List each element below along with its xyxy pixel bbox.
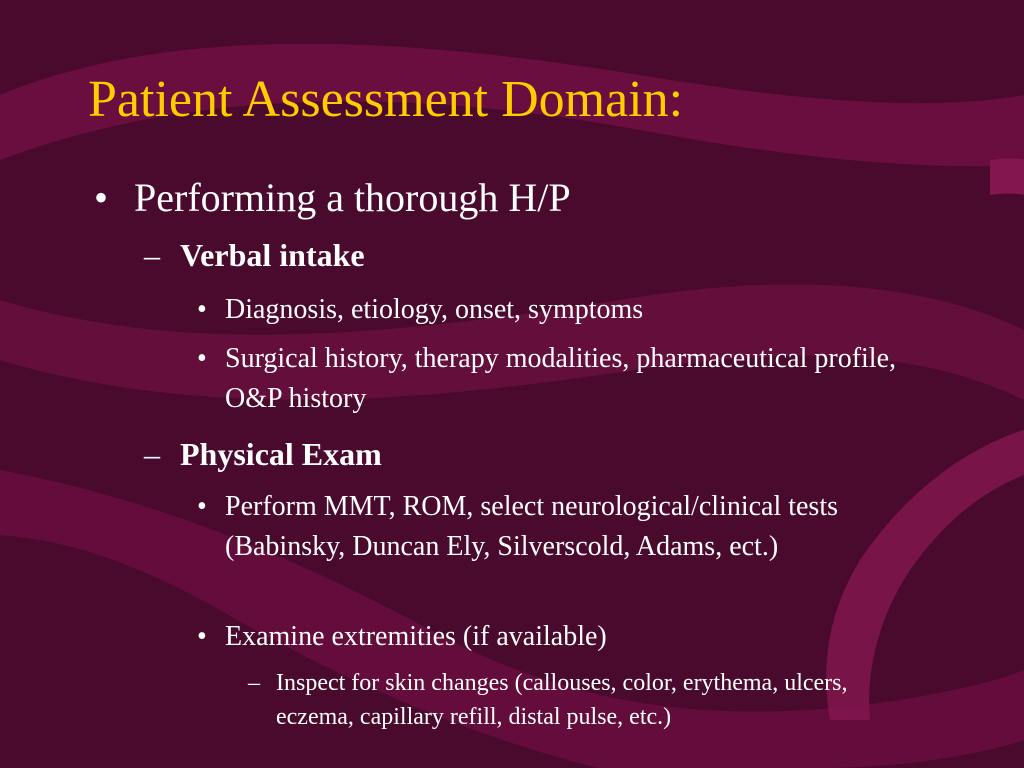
dash-marker: –	[248, 670, 260, 696]
bullet-dot: •	[94, 175, 109, 220]
bullet-text: Performing a thorough H/P	[134, 175, 571, 220]
dash-marker: –	[144, 237, 160, 273]
bullet-item-level4	[248, 666, 916, 734]
bullet-item-level1	[94, 173, 571, 223]
subheading-item	[144, 234, 365, 276]
subheading-item	[144, 433, 382, 475]
bullet-item-level3	[197, 487, 955, 567]
subheading-text: Physical Exam	[180, 436, 382, 472]
bullet-item-level3	[197, 339, 955, 419]
bullet-text: Inspect for skin changes (callouses, color, erythema, ulcers, eczema, capillary refill, distal pulse, etc.)	[276, 670, 848, 730]
dash-marker: –	[144, 436, 160, 472]
subheading-text: Verbal intake	[180, 237, 365, 273]
bullet-dot: •	[197, 491, 207, 522]
bullet-dot: •	[197, 343, 207, 374]
bullet-text: Diagnosis, etiology, onset, symptoms	[225, 294, 644, 325]
bullet-item-level3	[197, 617, 955, 657]
bullet-text: Examine extremities (if available)	[225, 621, 607, 652]
bullet-dot: •	[197, 294, 207, 325]
slide-title: Patient Assessment Domain:	[88, 71, 684, 128]
bullet-text: Surgical history, therapy modalities, pharmaceutical profile, O&P history	[225, 343, 897, 414]
bullet-text: Perform MMT, ROM, select neurological/clinical tests (Babinsky, Duncan Ely, Silverscold, Adams, ect.)	[225, 491, 839, 562]
bullet-item-level3	[197, 290, 955, 330]
bullet-dot: •	[197, 621, 207, 652]
